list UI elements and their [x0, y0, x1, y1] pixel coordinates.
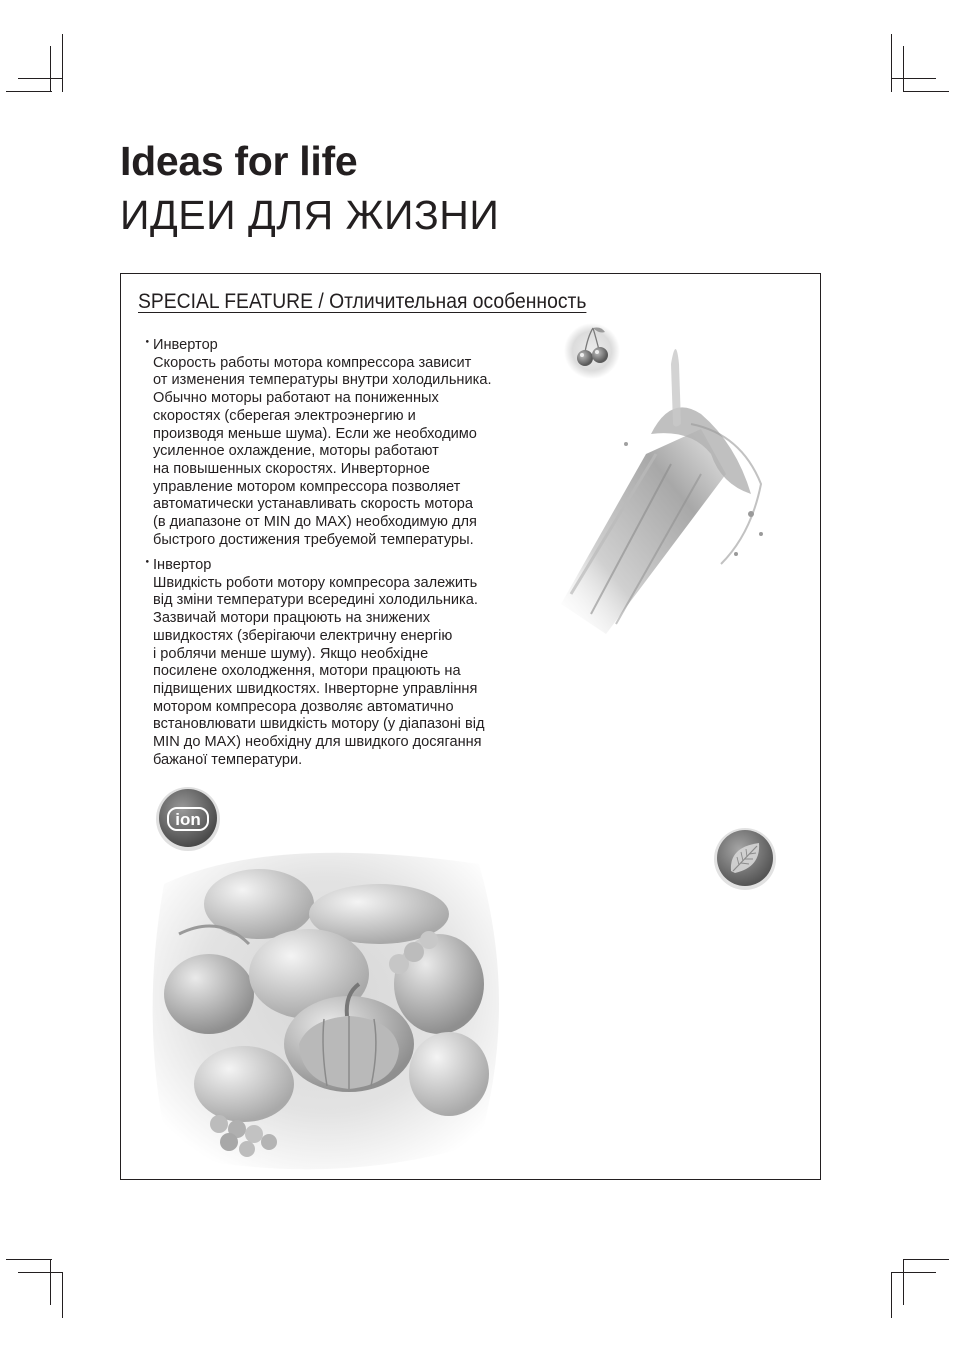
ion-badge-label: ion	[175, 810, 201, 829]
crop-mark-top-left-h	[6, 91, 52, 92]
crop-mark-bottom-right-h	[903, 1259, 949, 1260]
vegetables-image	[149, 844, 514, 1174]
feature-box	[120, 273, 821, 1180]
crop-mark-top-right-v	[891, 34, 892, 92]
bullet-mark: ・	[140, 335, 155, 351]
section-title-ru: Инвертор	[153, 337, 218, 353]
crop-mark-top-right-h	[903, 91, 949, 92]
crop-mark-bottom-left-h	[6, 1259, 52, 1260]
inverter-section-ua	[140, 557, 560, 769]
inverter-section-ru	[140, 337, 560, 549]
crop-mark-top-left-v	[62, 34, 63, 92]
ion-icon	[155, 786, 221, 852]
crop-mark-bottom-right-v	[891, 1272, 892, 1318]
crop-mark-bottom-left-v2	[50, 1259, 51, 1305]
page-subtitle: ИДЕИ ДЛЯ ЖИЗНИ	[120, 192, 500, 238]
bullet-mark: ・	[140, 555, 155, 571]
page-title: Ideas for life	[120, 138, 358, 184]
crop-mark-top-left-v2	[50, 46, 51, 92]
leaf-icon	[713, 827, 777, 891]
crop-mark-top-left-h2	[18, 78, 63, 79]
feature-heading: SPECIAL FEATURE / Отличительная особенность	[138, 290, 587, 313]
crop-mark-bottom-left-h2	[18, 1272, 63, 1273]
crop-mark-top-right-h2	[891, 78, 936, 79]
section-body-ua: Швидкість роботи мотору компресора залежить від зміни температури всередині холодильника. Зазвичай мотори працюють на знижених швидкостях (зберігаючи електричну енергію і роблячи менше шуму). Якщо необхідне посилене охолодження, мотори працюють на підвищених швидкостях. Інверторне управління мотором компресора дозволяє автоматично встановлювати швидкість мотору (у діапазоні від MIN до MAX) необхідну для швидкого досягання бажаної температури.	[153, 574, 485, 768]
crop-mark-bottom-right-v2	[903, 1259, 904, 1305]
section-title-ua: Інвертор	[153, 557, 212, 573]
crop-mark-bottom-right-h2	[891, 1272, 936, 1273]
celery-splash-image	[551, 334, 791, 634]
crop-mark-top-right-v2	[903, 46, 904, 92]
section-body-ru: Скорость работы мотора компрессора зависит от изменения температуры внутри холодильника. Обычно моторы работают на пониженных скоростях (сберегая электроэнергию и производя меньше шума). Если же необходимо усиленное охлаждение, моторы работают на повышенных скоростях. Инверторное управление мотором компрессора позволяет автоматически устанавливать скорость мотора (в диапазоне от MIN до MAX) необходимую для быстрого достижения требуемой температуры.	[153, 354, 492, 548]
crop-mark-bottom-left-v	[62, 1272, 63, 1318]
